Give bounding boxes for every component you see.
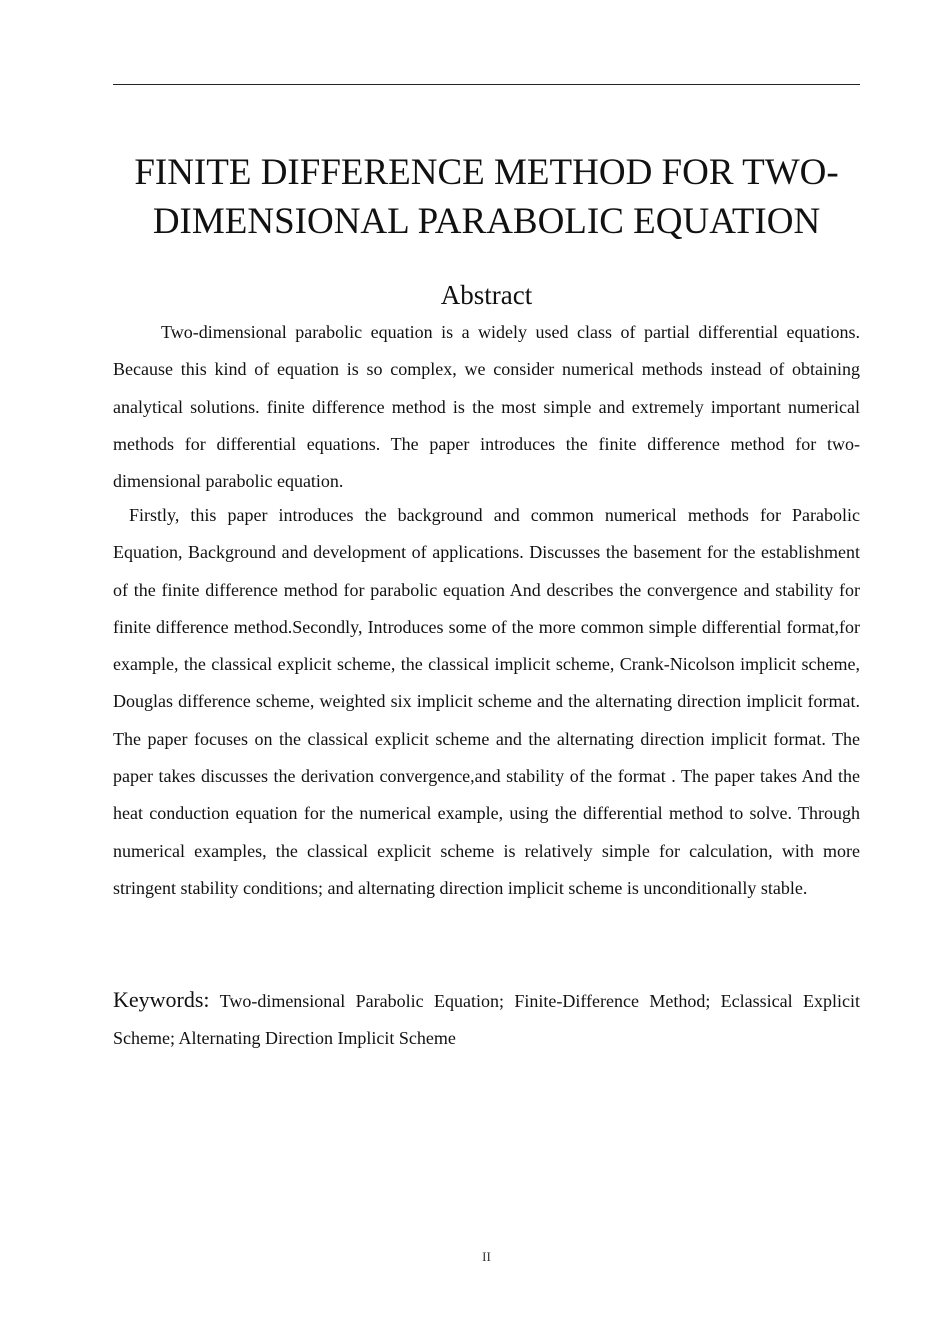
abstract-heading: Abstract [440,280,533,310]
abstract-paragraph-1: Two-dimensional parabolic equation is a widely used class of partial differential equations. Because this kind of equation is so complex, we consider numerical methods instead of obtaining analytical solutions. finite difference method is the most simple and extremely important numerical methods for differential equations. The paper introduces the finite difference method for two-dimensional parabolic equation. [113,322,860,492]
keywords-line [113,981,860,1057]
page-number: II [482,1249,491,1264]
paper-title: FINITE DIFFERENCE METHOD FOR TWO-DIMENSIONAL PARABOLIC EQUATION [134,152,839,242]
keywords-label: Keywords: [113,987,210,1012]
abstract-paragraph-2: Firstly, this paper introduces the background and common numerical methods for Parabolic Equation, Background and development of applications. Discusses the basement for the establishment of the finite difference method for parabolic equation And describes the convergence and stability for finite difference method.Secondly, Introduces some of the more common simple differential format,for example, the classical explicit scheme, the classical implicit scheme, Crank-Nicolson implicit scheme, Douglas difference scheme, weighted six implicit scheme and the alternating direction implicit format. The paper focuses on the classical explicit scheme and the alternating direction implicit format. The paper takes discusses the derivation convergence,and stability of the format . The paper takes And the heat conduction equation for the numerical example, using the differential method to solve. Through numerical examples, the classical explicit scheme is relatively simple for calculation, with more stringent stability conditions; and alternating direction implicit scheme is unconditionally stable. [113,505,860,898]
header-rule [113,84,860,85]
keywords-text: Two-dimensional Parabolic Equation; Finite-Difference Method; Eclassical Explicit Scheme; Alternating Direction Implicit Scheme [113,991,860,1048]
